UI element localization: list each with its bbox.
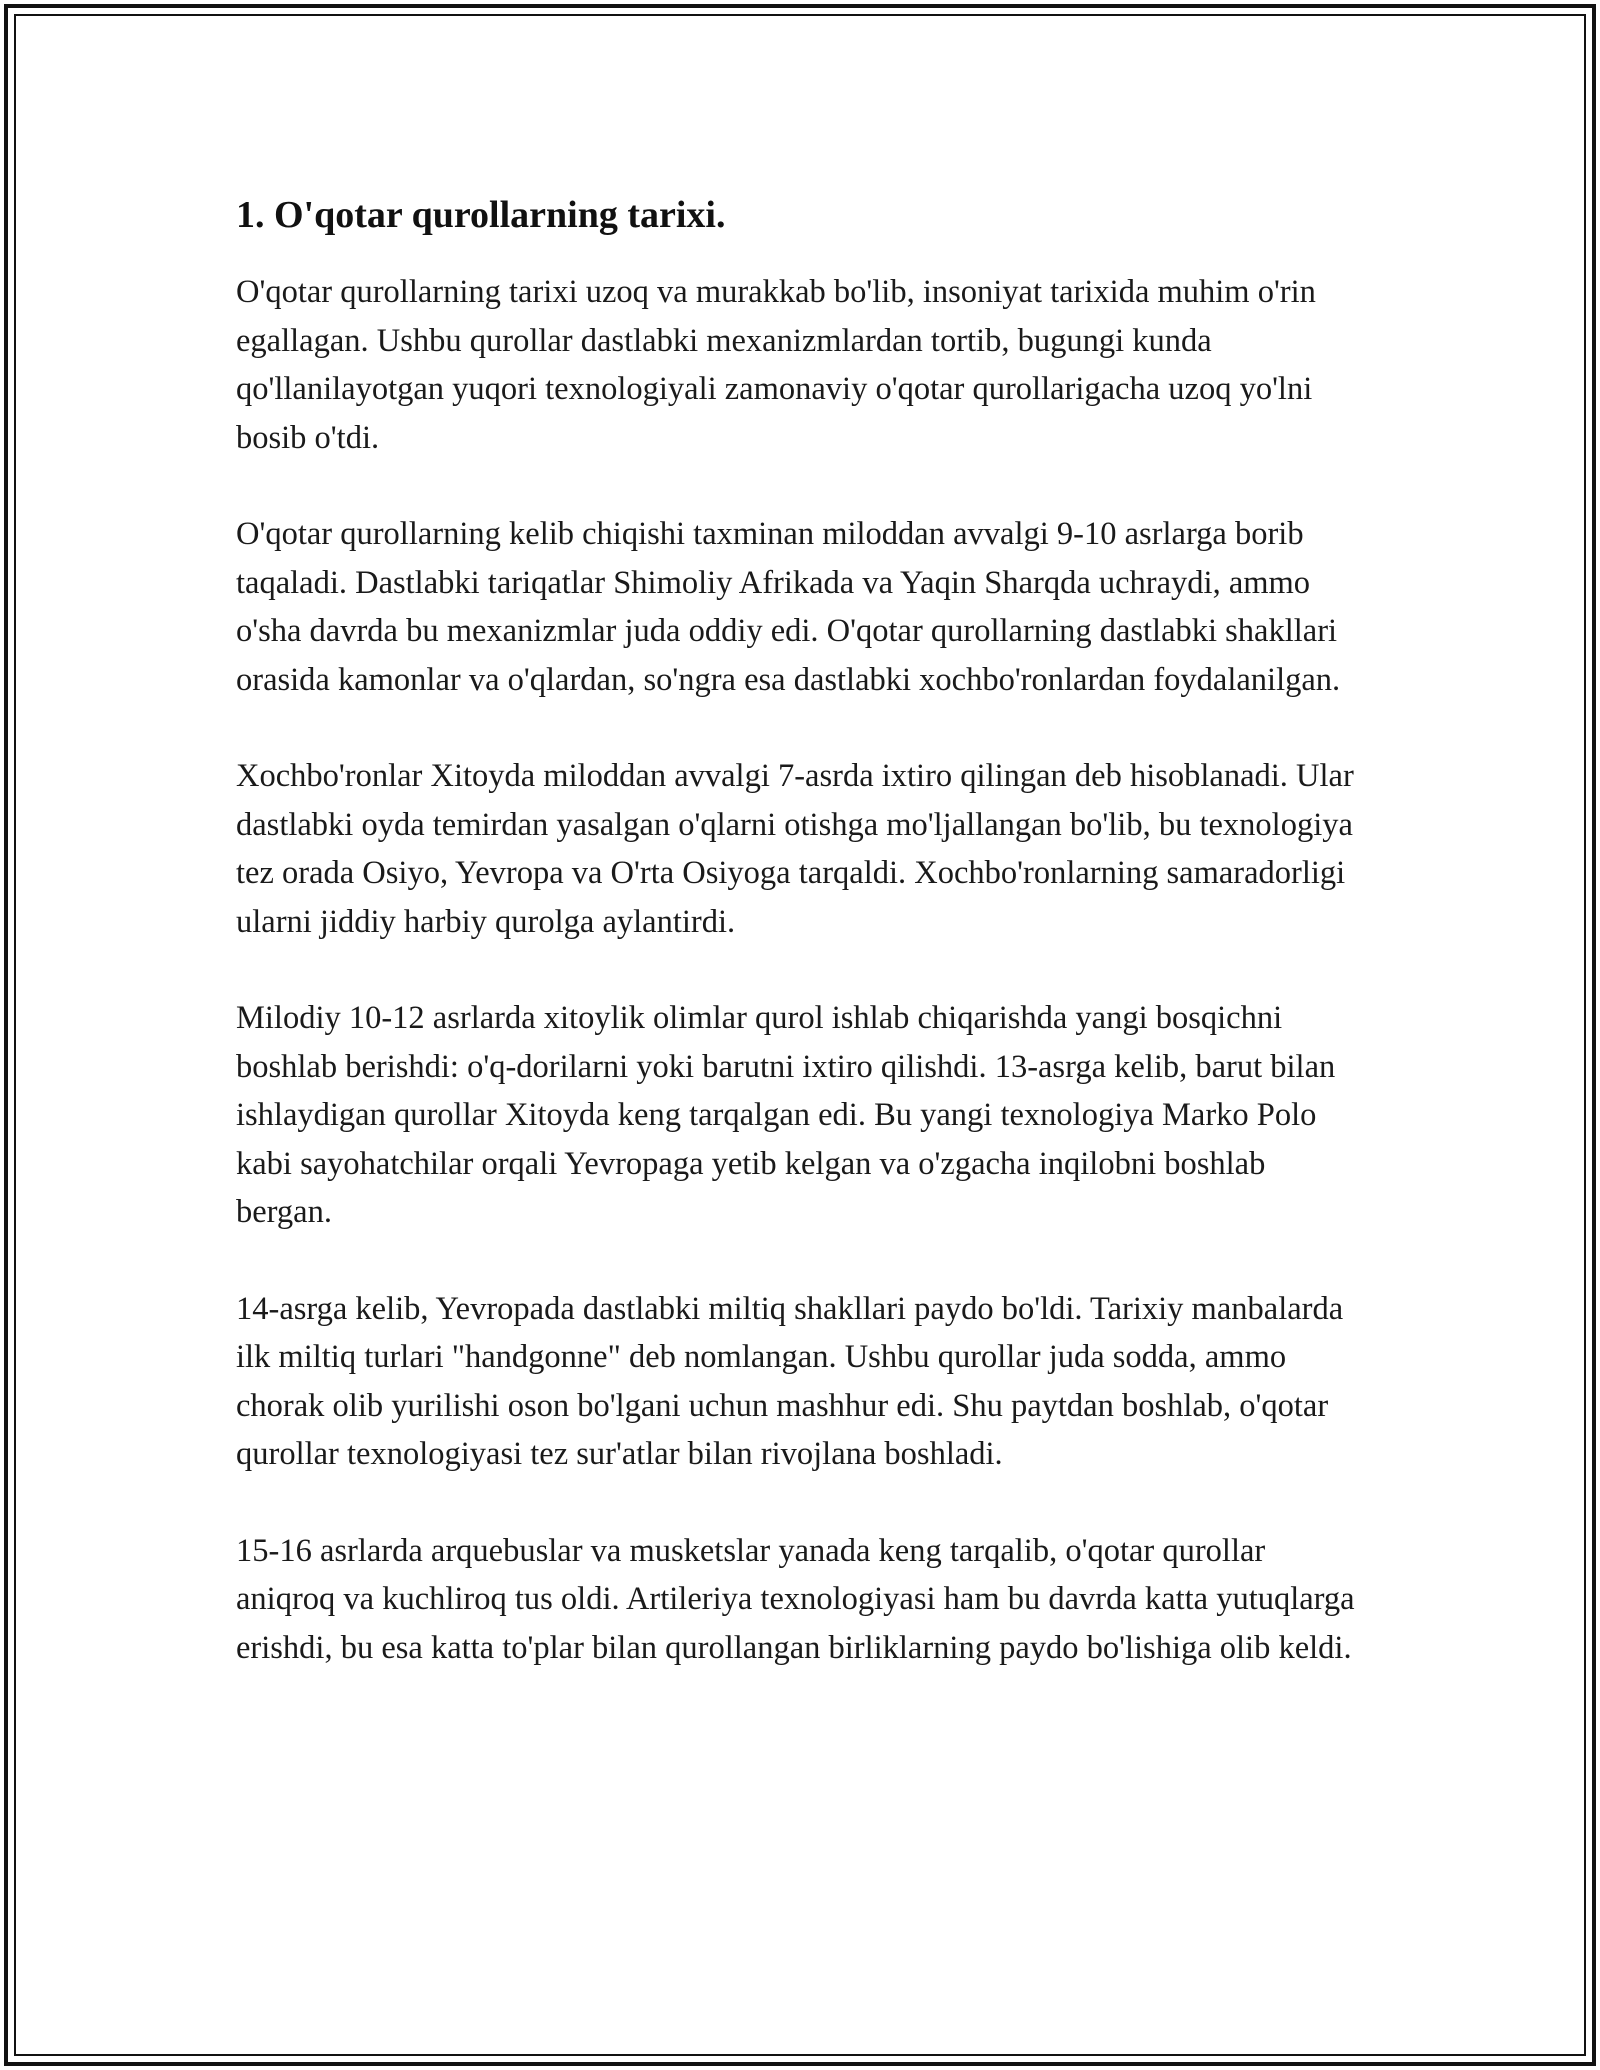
paragraph-3: Xochbo'ronlar Xitoyda miloddan avvalgi 7-asrda ixtiro qilingan deb hisoblanadi. Ular dastlabki oyda temirdan yasalgan o'qlarni otishga mo'ljallangan bo'lib, bu texnologiya tez orada Osiyo, Yevropa va O'rta Osiyoga tarqaldi. Xochbo'ronlarning samaradorligi ularni jiddiy harbiy qurolga aylantirdi. (236, 758, 1354, 940)
paragraph-2: O'qotar qurollarning kelib chiqishi taxminan miloddan avvalgi 9-10 asrlarga borib taqaladi. Dastlabki tariqatlar Shimoliy Afrikada va Yaqin Sharqda uchraydi, ammo o'sha davrda bu mexanizmlar juda oddiy edi. O'qotar qurollarning dastlabki shakllari orasida kamonlar va o'qlardan, so'ngra esa dastlabki xochbo'ronlardan foydalanilgan. (236, 516, 1341, 698)
paragraph-5: 14-asrga kelib, Yevropada dastlabki miltiq shakllari paydo bo'ldi. Tarixiy manbalarda ilk miltiq turlari "handgonne" deb nomlangan. Ushbu qurollar juda sodda, ammo chorak olib yurilishi oson bo'lgani uchun mashhur edi. Shu paytdan boshlab, o'qotar qurollar texnologiyasi tez sur'atlar bilan rivojlana boshladi. (236, 1290, 1344, 1472)
paragraph-4: Milodiy 10-12 asrlarda xitoylik olimlar qurol ishlab chiqarishda yangi bosqichni boshlab berishdi: o'q-dorilarni yoki barutni ixtiro qilishdi. 13-asrga kelib, barut bilan ishlaydigan qurollar Xitoyda keng tarqalgan edi. Bu yangi texnologiya Marko Polo kabi sayohatchilar orqali Yevropaga yetib kelgan va o'zgacha inqilobni boshlab bergan. (236, 1000, 1336, 1230)
document-body (236, 186, 1366, 1720)
paragraph-1: O'qotar qurollarning tarixi uzoq va murakkab bo'lib, insoniyat tarixida muhim o'rin egallagan. Ushbu qurollar dastlabki mexanizmlardan tortib, bugungi kunda qo'llanilayotgan yuqori texnologiyali zamonaviy o'qotar qurollarigacha uzoq yo'lni bosib o'tdi. (236, 274, 1316, 456)
section-heading: 1. O'qotar qurollarning tarixi. (236, 194, 726, 236)
paragraph-6: 15-16 asrlarda arquebuslar va musketslar yanada keng tarqalib, o'qotar qurollar aniqroq va kuchliroq tus oldi. Artileriya texnologiyasi ham bu davrda katta yutuqlarga erishdi, bu esa katta to'plar bilan qurollangan birliklarning paydo bo'lishiga olib keldi. (236, 1532, 1355, 1666)
